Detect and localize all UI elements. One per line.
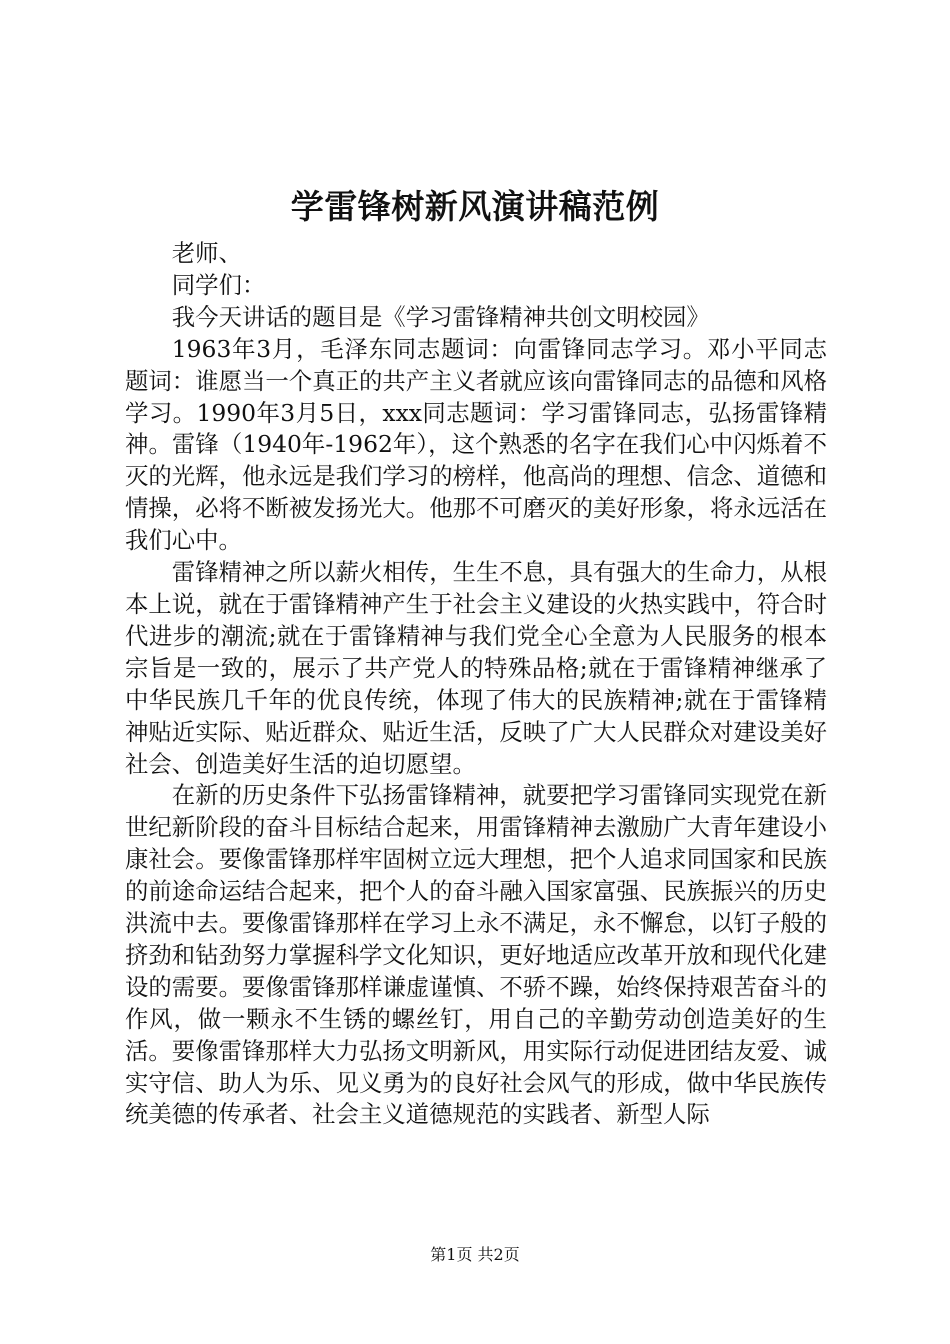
- document-title: 学雷锋树新风演讲稿范例: [290, 187, 660, 226]
- salutation-teachers: 老师、: [171, 239, 242, 267]
- salutation-students: 同学们：: [171, 270, 266, 299]
- paragraph-topic: 我今天讲话的题目是《学习雷锋精神共创文明校园》: [171, 302, 710, 331]
- paragraph-spirit: 雷锋精神之所以薪火相传，生生不息，具有强大的生命力，从根本上说，就在于雷锋精神产生于社会主义建设的火热实践中，符合时代进步的潮流;就在于雷锋精神与我们党全心全意为人民服务的根本宗旨是一致的，展示了共产党人的特殊品格;就在于雷锋精神继承了中华民族几千年的优良传统，体现了伟大的民族精神;就在于雷锋精神贴近实际、贴近群众、贴近生活，反映了广大人民群众对建设美好社会、创造美好生活的迫切愿望。: [125, 558, 827, 778]
- page-number: 第1页 共2页: [430, 1245, 520, 1264]
- document-body: [125, 238, 827, 1131]
- paragraph-new-era: 在新的历史条件下弘扬雷锋精神，就要把学习雷锋同实现党在新世纪新阶段的奋斗目标结合起来，用雷锋精神去激励广大青年建设小康社会。要像雷锋那样牢固树立远大理想，把个人追求同国家和民族的前途命运结合起来，把个人的奋斗融入国家富强、民族振兴的历史洪流中去。要像雷锋那样在学习上永不满足，永不懈怠，以钉子般的挤劲和钻劲努力掌握科学文化知识，更好地适应改革开放和现代化建设的需要。要像雷锋那样谦虚谨慎、不骄不躁，始终保持艰苦奋斗的作风，做一颗永不生锈的螺丝钉，用自己的辛勤劳动创造美好的生活。要像雷锋那样大力弘扬文明新风，用实际行动促进团结友爱、诚实守信、助人为乐、见义勇为的良好社会风气的形成，做中华民族传统美德的传承者、社会主义道德规范的实践者、新型人际: [125, 781, 827, 1129]
- paragraph-inscriptions: 1963年3月，毛泽东同志题词：向雷锋同志学习。邓小平同志题词：谁愿当一个真正的共产主义者就应该向雷锋同志的品德和风格学习。1990年3月5日，xxx同志题词：学习雷锋同志，弘扬雷锋精神。雷锋（1940年-1962年），这个熟悉的名字在我们心中闪烁着不灭的光辉，他永远是我们学习的榜样，他高尚的理想、信念、道德和情操，必将不断被发扬光大。他那不可磨灭的美好形象，将永远活在我们心中。: [125, 334, 827, 555]
